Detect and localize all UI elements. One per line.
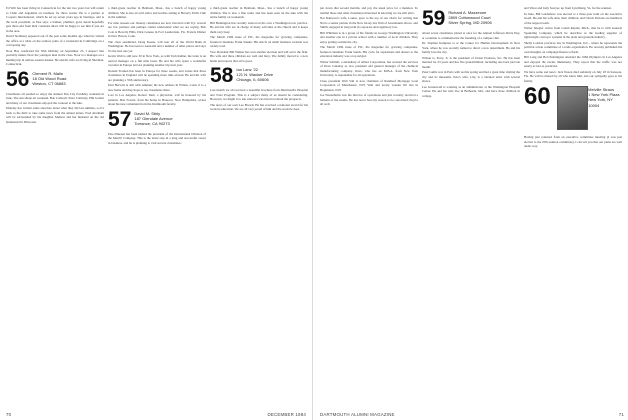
class-notes-1958-continued [320, 6, 418, 107]
address-line: Chicago, IL 60606 [236, 77, 269, 83]
address-line: 121 N. Wacker Drive [236, 72, 274, 78]
class-heading-60 [524, 83, 622, 132]
address-line: Torrance, CA 90273 [134, 120, 170, 126]
note-paragraph: Lost in Los Angeles, Robert Taub, a physician, will be honored by his patients. Bob Fowler, from his home in Hanover, New Hampshire, writes about his new retirement from the Dartmouth faculty. [108, 93, 206, 106]
class-year-number: 60 [524, 83, 551, 110]
address-line: 187 Glendale Avenue [134, 115, 173, 121]
note-paragraph: Dr. Stephen Kempner is at the Center for Human Development in New York, where he was recently named to direct a new department. He and his family love the city. [422, 41, 520, 54]
class-secretary-address [588, 86, 622, 108]
class-secretary-address [134, 110, 172, 127]
address-line: 2809 Cottonwood Court [448, 15, 491, 21]
address-line: 18 Old Wood Road [32, 75, 67, 81]
class-heading-56 [6, 67, 104, 91]
note-paragraph: Joe Westerholm was the director of operations and just recently received a bulletin of the results. He has never had any reason to be concerned; they're all well. [320, 93, 418, 106]
address-line: Richard A. Mazzeone [448, 10, 487, 15]
class-secretary-photo [557, 86, 588, 130]
class-secretary-address [448, 9, 491, 26]
note-paragraph: In June, Bill Goldsmore was elected to a three-year term on the executive board. He and his wife Ann, their children, and Chuck Parsons are members of the support team. [524, 11, 622, 25]
class-notes-1957 [108, 132, 206, 146]
note-paragraph: a third-grade teacher in Belmont, Mass., has a bunch of happy young children. She is also an avid sailor and teaches sailing at Beverly Yacht Club in the summer. [108, 6, 206, 19]
class-year-number: 58 [210, 64, 234, 87]
class-year-number: 57 [108, 107, 132, 131]
right-column-2 [422, 6, 520, 406]
note-paragraph: Vice President Bill Walker has won another election and will serve the firm. His wife and three children are well and busy. The family moved to a new home and reports that all is good. [210, 49, 308, 63]
address-line: 1 New York Plaza [588, 92, 620, 98]
class-heading-59 [422, 9, 520, 28]
left-column-1 [6, 6, 104, 406]
note-paragraph: Shelly London practices law in Washington, D.C., where he represents the political action committee of a trade organization. He recently published his own thoughts on campaign finance reform. [524, 40, 622, 54]
note-paragraph: For nine reasons our January classmates are now involved with Ivy: several are law partners and perhaps cannot understand what we are saying. Bob Cole is Beverly Hills, Dick Leneau in Fort Lauderdale, Fla. Francis Dinner in New Haven, Conn. [108, 20, 206, 38]
class-notes-1955-continued [6, 6, 104, 67]
address-line: Weston, CT 06883 [32, 80, 66, 86]
note-paragraph: About seven classmates joined at once for the Annual Jefferson Davis Day, at a reunion to commemorate the founding of a campus club. [422, 31, 520, 40]
class-secretary-address [32, 70, 66, 87]
page-number-left: 70 [6, 412, 12, 417]
note-paragraph: Donald Trained has been in Europe for three weeks, and writes that three classmates in England will be spending more time abroad. He and his wife are planning a 35th anniversary. [108, 68, 206, 82]
note-paragraph: a third-grade teacher in Belmont, Mass., has a bunch of happy young children. She is also a fine sailor and has been seen on the lake with the entire family on weekends. [210, 6, 308, 19]
class-notes-1960 [524, 135, 622, 149]
right-page [316, 0, 628, 420]
note-paragraph: Pete Dinesen has been named the president of the International Division of the Merrill Company. This is the latest step in a long and successful career in business, and he is planning to visit several classmates. [108, 131, 206, 145]
note-paragraph: The March 1984 issue of PIC, the magazine for growing companies, featured classmate Frank Sands. His cycle for aspirations and donors to the education industry was a top subject. [320, 45, 418, 58]
address-line: Silver Spring, MD 20906 [448, 20, 492, 26]
address-line: David M. Stirly [134, 110, 161, 116]
note-paragraph: Walter Stiegler writes from Grand Rapids, Mich., that he is with General Spaulding Company, which he describes as the leading supplier of lightweight conveyor systems in the plant and grounds industry. [524, 26, 622, 39]
address-line: Clement R. Malin [32, 70, 64, 76]
note-paragraph: Last month we all received a beautiful brochure from Dartmouth's Hospital and Trust Program. This is a subject many of us should be considering. However, we might it to ask whoever was involved about the prospects. [210, 88, 308, 101]
note-paragraph: We have some sad news: Jack Nason died suddenly on July 18 in Sarasota, Fla. He will be missed by all who knew him, and our sympathy goes to his family. [524, 69, 622, 83]
note-paragraph: Ed Wilt has been living in Connecticut for the last two years but will return to Chile and Argentina on business for three weeks. He is a partner at Coopers International, which he set up seven years ago in Santiago, and is the local president, as Dee says, a banker, plumber, gold, detail hopefully gets there and from their countries direct will be happy to see him if you are in the area. [6, 6, 104, 33]
note-paragraph: Walter Schmitt, a subsidiary of Allied Corporation, has secured the services of Dave Canaday as vice president and general manager of the chemical manufacturing company. Dave, who has an M.B.A. from New York University, is responsible for all operations. [320, 59, 418, 77]
class-year-number: 59 [422, 7, 446, 30]
note-paragraph: The March 1984 issue of PIC, the magazine for growing companies, featured classmate Frank Stanke. His article on small business creation was widely read. [210, 35, 308, 48]
class-notes-1958 [210, 88, 308, 112]
note-paragraph: Nat Naitwore's wife, Louise, goes to the top of our charts for writing that Nat is a senior partner in the New Jersey law firm of Greenbaum, Rowe, and Smith, engaged in long term in corporate and regulatory law. [320, 16, 418, 29]
note-paragraph: Peter Gullis was in Paris with us this spring and had a great time visiting the city and its museums. Pete's wife, Lily, is a talented artist with several shows. [422, 70, 520, 83]
magazine-name-footer: DARTMOUTH ALUMNI MAGAZINE [320, 412, 395, 417]
page-number-right: 71 [618, 412, 624, 417]
note-paragraph: Noor Bay celebrated his 30th birthday on September 23. I suspect that probably makes Noor the youngest man in the class. Noor is a manager on a hunting trip in remote eastern Alaska. He and his wife are living in Sherman, Connecticut. [6, 48, 104, 66]
note-paragraph: Bill Huntington has recently started on his own a Washington law practice. He and his wife are in charge of many activities at the church and it keeps them very busy. [210, 20, 308, 34]
class-heading-57 [108, 107, 206, 131]
class-heading-58 [210, 66, 308, 85]
note-paragraph: Wilson G. Perry, Jr. is the president of Union Products, Inc. He has been married for 23 years and has five grandchildren, including one born just last month. [422, 55, 520, 69]
note-paragraph: put down that second martini, and pay the usual price for a mention. To remind those and other classmates interested in knowing we are still alive. [320, 6, 418, 15]
note-paragraph: Bill Whitman is in a group of his friends in George Washington University and another one in a private school with a number of local children. They enjoy getting outside the city. [320, 30, 418, 44]
class-notes-1959-continued [524, 6, 622, 83]
left-column-3 [210, 6, 308, 406]
note-paragraph: Kevin Wall is still now 30 in New York, as with Tom Kuhne; the latter is an optical manager on a full time basis. He and his wife spent a wonderful vacation in Europe and are planning another trip next year. [108, 54, 206, 67]
note-paragraph: and Vince and Judy Sawyer, up from Lynchburg, Va. for the reunion. [524, 6, 612, 10]
right-column-1 [320, 6, 418, 406]
note-paragraph: Class president Walt Vail is now chairman of Randleaf Mortgage Loan Corporation of Manchester, N.H. Walt and lovely wonder Jill live in Hopkinton, N.H. [320, 78, 418, 92]
left-column-2 [108, 6, 206, 406]
note-paragraph: Classmates all seemed to enjoy the Annual Fun City Earthday weekend in June. The sun shone all weekend. Bob Cudwell, Peter Carmody, Phil Gellert and many of our classmates enjoyed the cookout at the lake. [6, 91, 104, 105]
note-paragraph: Lee Grunewald is working as an administrator at the Washington Hospital Center. He and his wife live in Bethesda, Md., and have three children in college. [422, 84, 520, 98]
address-line: New York, NY 10004 [588, 97, 613, 108]
address-line: Ian Lanz '22 [236, 67, 259, 72]
note-paragraph: The class assembled, Doug Keene, will tour all of the World Bank in Washington. He has been to Australia and a number of other places and says it's the best one yet. [108, 39, 206, 53]
note-paragraph: Bill Long and Bob Pennington attended the 1984 Olympics in Los Angeles and enjoyed the events immensely. They report that the traffic was not nearly as bad as predicted. [524, 55, 622, 68]
class-notes-column-2 [108, 6, 206, 107]
class-notes-column-3 [210, 6, 308, 63]
address-line: Melville Straus [588, 87, 615, 92]
note-paragraph: Monday has written some anecdote about what they did last summer, so it's back to the mill: to take some news from the annual letters. Fred Abraham will be surrounded by his daughter Melissa and her husband on the old homestead in Princeton. [6, 106, 104, 124]
right-column-3 [524, 6, 622, 406]
note-paragraph: Paul Herwitz is still with Amman; his new address in Wilton, Conn. It is a new home and they hope to see classmates there. [108, 83, 206, 92]
left-page [0, 0, 313, 420]
class-year-number: 56 [6, 67, 30, 91]
note-paragraph: David Steinberg appeared out of the past some months ago when he visited the office at a table on the outdoor patio of a restaurant in Cambridge on a cold spring day. [6, 34, 104, 47]
issue-date-footer: DECEMBER 1984 [267, 412, 306, 417]
note-paragraph: Having just returned from an executive committee meeting (I was just elected to the 25th reunion committee), I can tell you that our plans are well under way. [524, 135, 622, 148]
class-notes-1956 [6, 92, 104, 125]
class-secretary-address [236, 66, 273, 83]
class-notes-1959 [422, 31, 520, 98]
note-paragraph: The news of our own Lee Brown: He has received a national award for his work in education. We are all very proud of him and the work he does. [210, 102, 308, 111]
